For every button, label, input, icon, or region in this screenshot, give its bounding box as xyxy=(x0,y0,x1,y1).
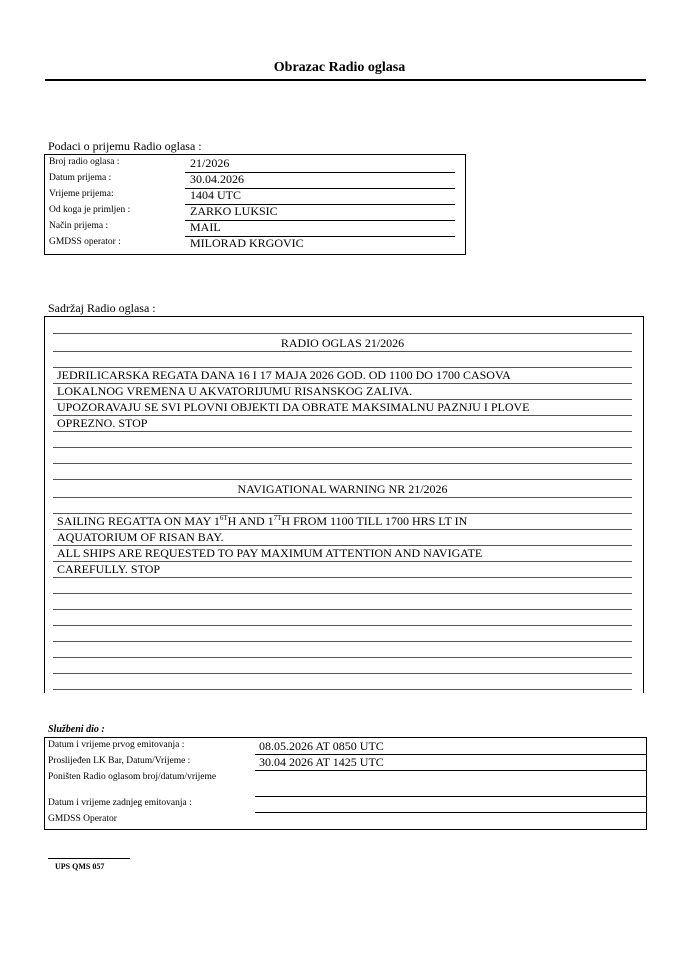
reception-row-method xyxy=(45,220,465,236)
title-rule xyxy=(45,79,646,81)
content-box xyxy=(44,316,644,693)
reception-row-number xyxy=(45,156,465,172)
ruled-line xyxy=(53,657,632,658)
official-label-forwarded: Proslijeđen LK Bar, Datum/Vrijeme : xyxy=(48,756,191,766)
nav-text-part: H AND 1 xyxy=(227,514,274,528)
reception-row-sender xyxy=(45,204,465,220)
reception-label-method: Način prijema : xyxy=(49,221,109,231)
reception-label-operator: GMDSS operator : xyxy=(49,237,121,247)
reception-section-label: Podaci o prijemu Radio oglasa : xyxy=(48,139,202,153)
reception-value-sender: ZARKO LUKSIC xyxy=(190,204,278,218)
nav-text-line: ALL SHIPS ARE REQUESTED TO PAY MAXIMUM ATTENTION AND NAVIGATE xyxy=(57,546,483,560)
local-text-line: JEDRILICARSKA REGATA DANA 16 I 17 MAJA 2026 GOD. OD 1100 DO 1700 CASOVA xyxy=(57,368,511,382)
reception-value-method: MAIL xyxy=(190,220,221,234)
official-rule xyxy=(255,812,646,813)
nav-superscript: 7T xyxy=(273,514,282,522)
ruled-line xyxy=(53,463,632,464)
ruled-line xyxy=(53,351,632,352)
local-text-line: UPOZORAVAJU SE SVI PLOVNI OBJEKTI DA OBRATE MAKSIMALNU PAZNJU I PLOVE xyxy=(57,400,530,414)
nav-text-part: SAILING REGATTA ON MAY 1 xyxy=(57,514,220,528)
official-label-operator: GMDSS Operator xyxy=(48,814,117,824)
ruled-line xyxy=(53,593,632,594)
local-heading: RADIO OGLAS 21/2026 xyxy=(280,336,405,350)
reception-row-date xyxy=(45,172,465,188)
reception-label-time: Vrijeme prijema: xyxy=(49,189,114,199)
reception-label-sender: Od koga je primljen : xyxy=(49,205,131,215)
page-title: Obrazac Radio oglasa xyxy=(273,60,406,75)
official-box xyxy=(44,737,647,830)
ruled-line xyxy=(53,609,632,610)
reception-box xyxy=(44,154,466,255)
ruled-line xyxy=(53,431,632,432)
local-text-line: LOKALNOG VREMENA U AKVATORIJUMU RISANSKOG ZALIVA. xyxy=(57,384,413,398)
official-rule xyxy=(255,770,646,771)
nav-superscript: 6T xyxy=(219,514,228,522)
official-section-label: Službeni dio : xyxy=(48,724,105,735)
nav-text-line: CAREFULLY. STOP xyxy=(57,562,161,576)
reception-value-number: 21/2026 xyxy=(190,156,230,170)
official-label-first-broadcast: Datum i vrijeme prvog emitovanja : xyxy=(48,740,185,750)
reception-value-time: 1404 UTC xyxy=(190,188,241,202)
official-label-last-broadcast: Datum i vrijeme zadnjeg emitovanja : xyxy=(48,798,192,808)
footer-rule xyxy=(48,858,130,859)
reception-value-date: 30.04.2026 xyxy=(190,172,244,186)
ruled-line xyxy=(53,479,632,480)
ruled-line xyxy=(53,577,632,578)
nav-heading: NAVIGATIONAL WARNING NR 21/2026 xyxy=(237,482,448,496)
reception-value-operator: MILORAD KRGOVIC xyxy=(190,236,304,250)
reception-label-date: Datum prijema : xyxy=(49,173,112,183)
ruled-line xyxy=(53,689,632,690)
ruled-line xyxy=(53,497,632,498)
content-section-label: Sadržaj Radio oglasa : xyxy=(48,301,156,315)
official-value-first-broadcast: 08.05.2026 AT 0850 UTC xyxy=(259,739,384,753)
nav-text-line: AQUATORIUM OF RISAN BAY. xyxy=(57,530,224,544)
reception-row-operator xyxy=(45,236,465,252)
ruled-line xyxy=(53,333,632,334)
local-text-line: OPREZNO. STOP xyxy=(57,416,148,430)
reception-label-number: Broj radio oglasa : xyxy=(49,157,120,167)
ruled-line xyxy=(53,625,632,626)
official-rule xyxy=(255,796,646,797)
reception-row-time xyxy=(45,188,465,204)
nav-text-part: H FROM 1100 TILL 1700 HRS LT IN xyxy=(281,514,468,528)
nav-text-line xyxy=(57,514,467,529)
ruled-line xyxy=(53,641,632,642)
footer-code: UPS QMS 057 xyxy=(55,862,105,871)
official-label-cancelled: Poništen Radio oglasom broj/datum/vrijeme xyxy=(48,772,217,782)
ruled-line xyxy=(53,673,632,674)
ruled-line xyxy=(53,447,632,448)
official-value-forwarded: 30.04 2026 AT 1425 UTC xyxy=(259,755,384,769)
